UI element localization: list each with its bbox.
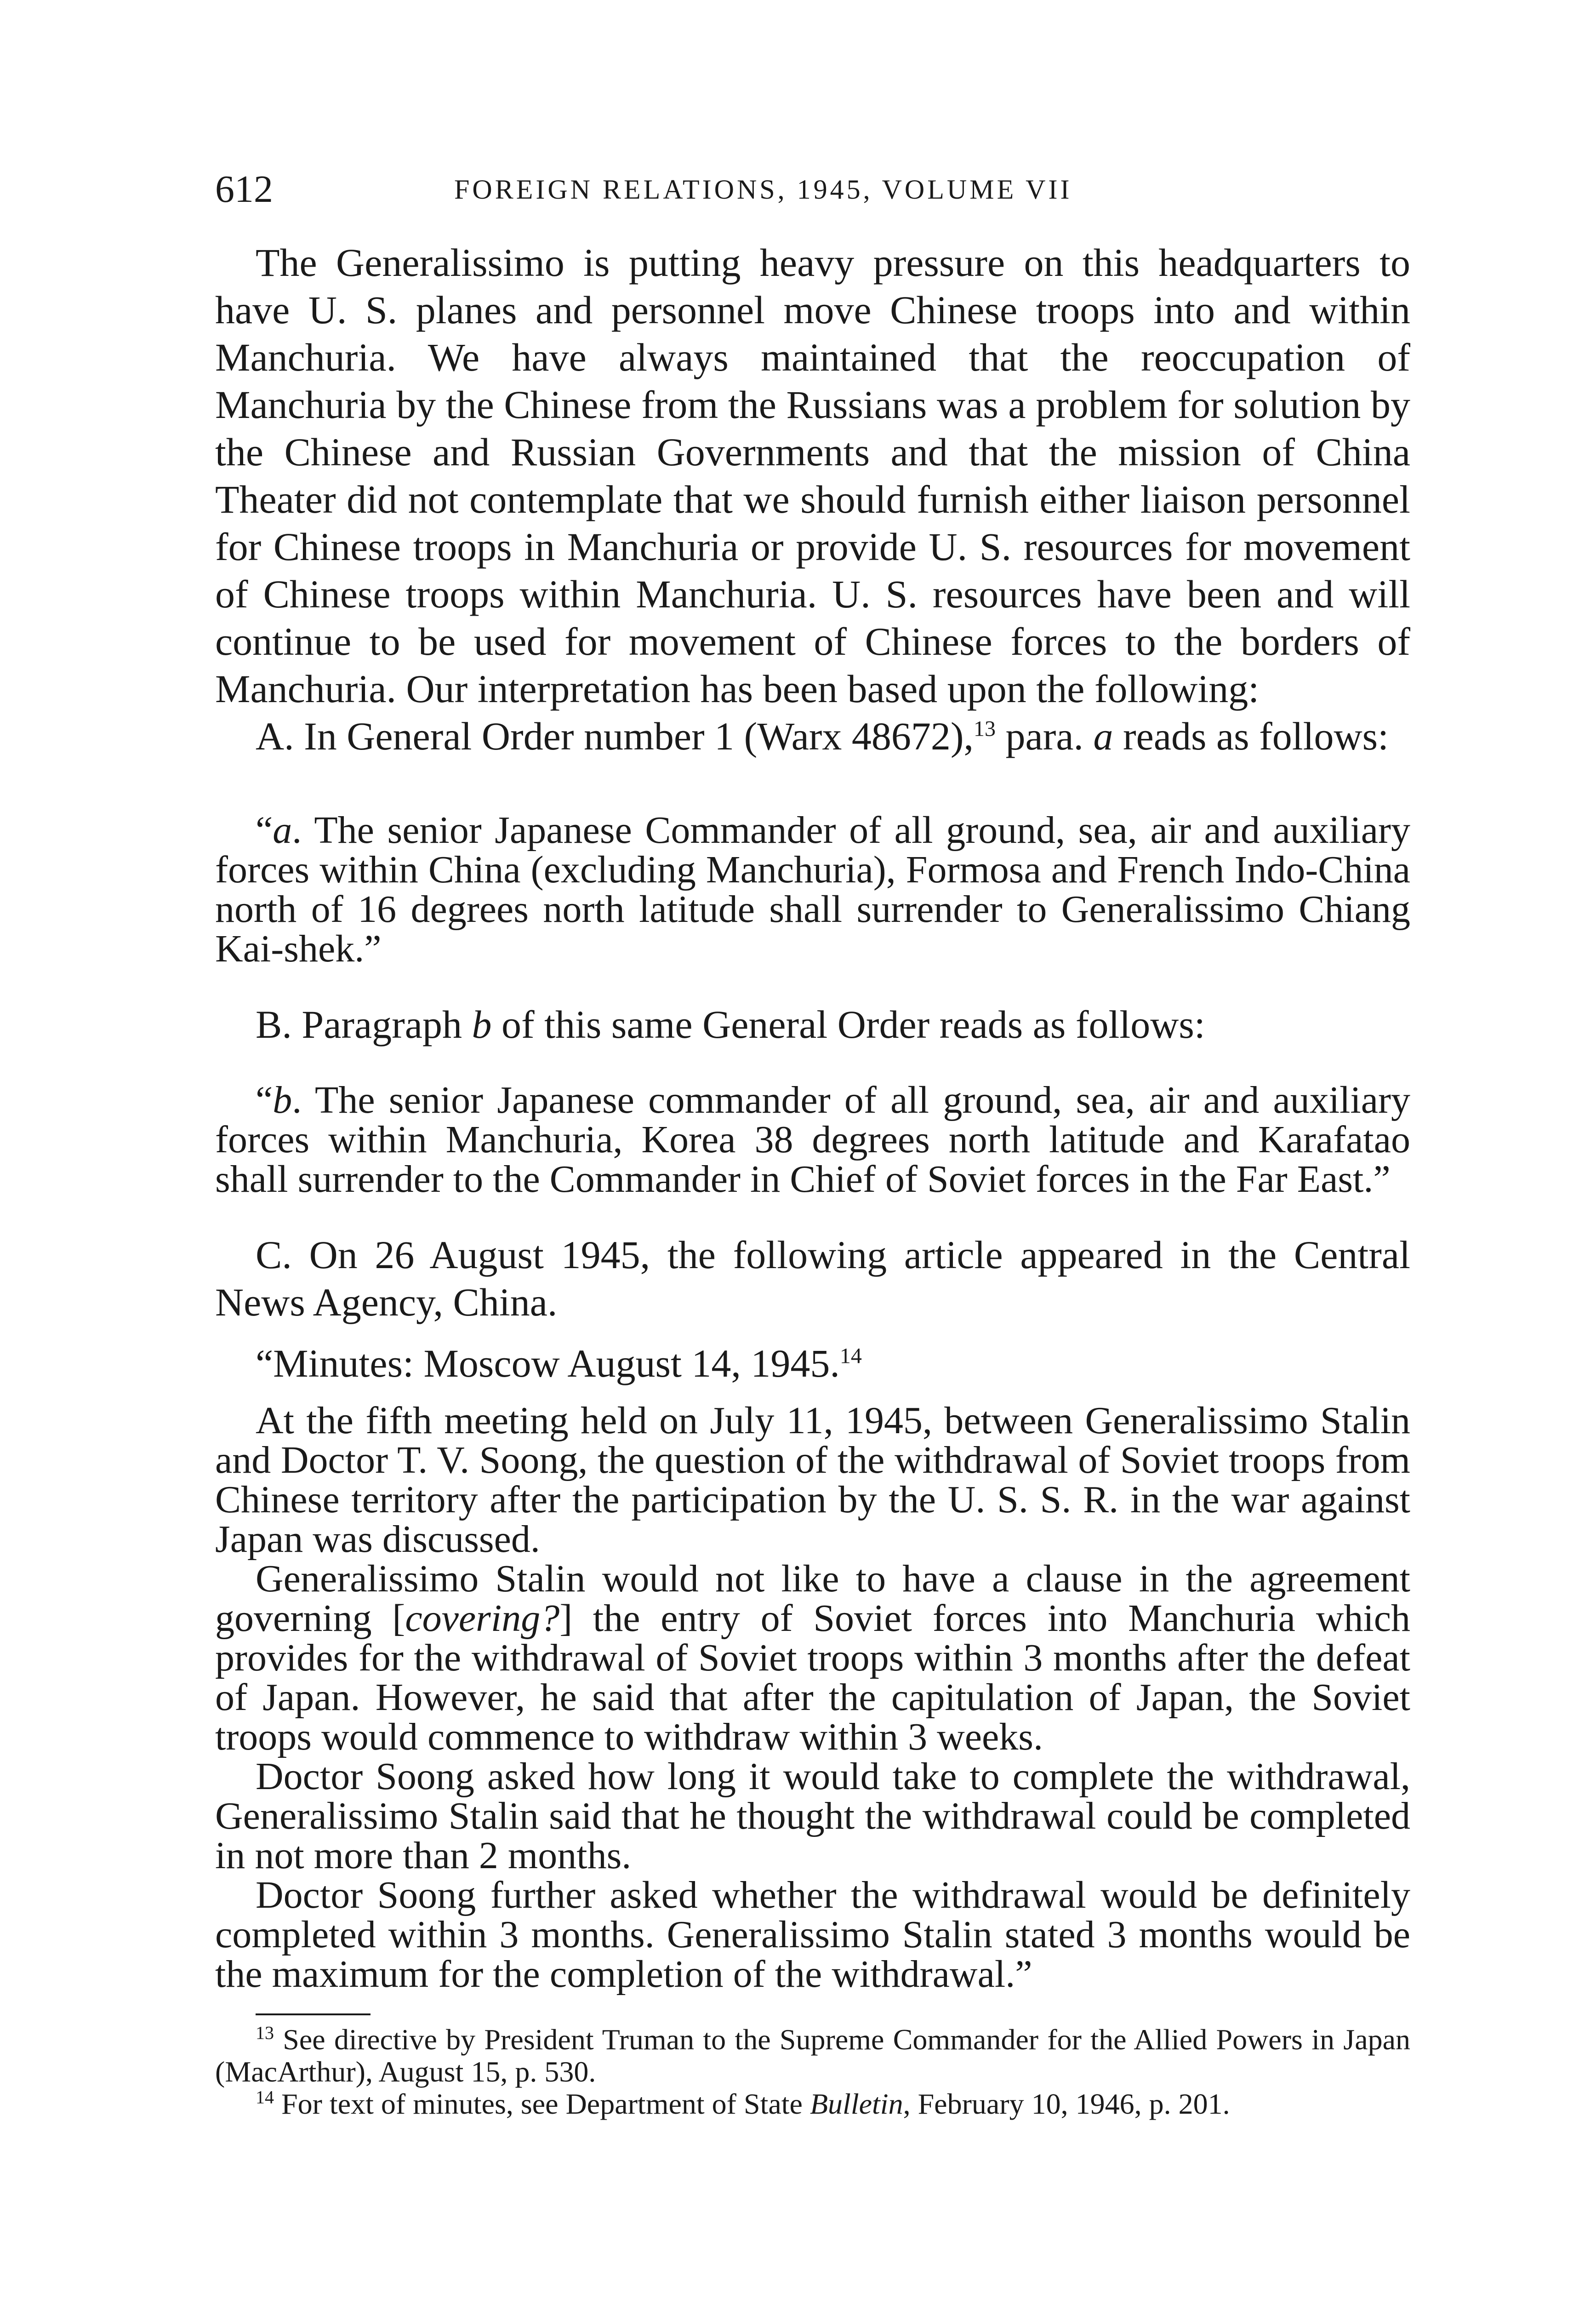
paragraph-intro: The Generalissimo is putting heavy pressure on this headquarters to have U. S. planes and personnel move Chinese troops into and within Manchuria. We have always maintained that the reoccupation of Manchuria by the Chinese from the Russians was a problem for solution by the Chinese and Russian Governments and that the mission of China Theater did not contemplate that we should furnish either liaison personnel for Chinese troops in Manchuria or provide U. S. resources for movement of Chinese troops within Manchuria. U. S. resources have been and will continue to be used for movement of Chinese forces to the borders of Manchuria. Our interpretation has been based upon the following:	[215, 240, 1410, 711]
minutes-paragraph-2-text-2: ] the entry of Soviet forces into Manchuria which provides for the withdrawal of Soviet troops within 3 months after the defeat of Japan. However, he said that after the capitulation of Japan, the Soviet troops would commence to withdraw within 3 weeks.	[215, 1597, 1410, 1758]
footnote-14-text: For text of minutes, see Department of State	[274, 2087, 810, 2120]
minutes-paragraph-2-text: Generalissimo Stalin would not like to have a clause in the agreement governing [	[215, 1557, 1410, 1640]
minutes-paragraph-3: Doctor Soong asked how long it would take to complete the withdrawal, Generalissimo Stalin said that he thought the withdrawal could be completed in not more than 2 months.	[215, 1755, 1410, 1877]
quote-b-text: . The senior Japanese commander of all ground, sea, air and auxiliary forces within Manchuria, Korea 38 degrees north latitude and Karafatao shall surrender to the Commander in Chief of Soviet forces in the Far East.”	[215, 1079, 1410, 1201]
page-number: 612	[215, 168, 273, 211]
footnote-14-mark: 14	[256, 2087, 274, 2108]
footnote-14-text-2: , February 10, 1946, p. 201.	[903, 2087, 1230, 2120]
paragraph-a-intro	[215, 713, 1410, 760]
minutes-title-text: “Minutes: Moscow August 14, 1945.	[256, 1341, 840, 1385]
footnote-13-mark: 13	[256, 2022, 274, 2043]
paragraph-a-text-3: reads as follows:	[1113, 714, 1389, 758]
quote-a	[215, 811, 1410, 969]
paragraph-a-text-2: para.	[996, 714, 1094, 758]
paragraph-a-letter: a	[1093, 714, 1113, 758]
paragraph-b-letter: b	[472, 1002, 492, 1047]
footnote-13	[215, 2024, 1410, 2088]
footnote-ref-14: 14	[839, 1344, 862, 1368]
paragraph-a-text: A. In General Order number 1 (Warx 48672),	[256, 714, 974, 758]
quote-b	[215, 1081, 1410, 1199]
page-header	[215, 162, 1410, 217]
quote-b-letter: b	[273, 1079, 292, 1121]
minutes-paragraph-2-italic: covering?	[405, 1597, 560, 1640]
minutes-paragraph-1: At the fifth meeting held on July 11, 1945, between Generalissimo Stalin and Doctor T. V. Soong, the question of the withdrawal of Soviet troops from Chinese territory after the participation by the U. S. S. R. in the war against Japan was discussed.	[215, 1399, 1410, 1561]
minutes-title	[215, 1340, 1410, 1387]
footnote-divider	[256, 2013, 370, 2015]
page-body	[215, 239, 1410, 2120]
paragraph-b-text: B. Paragraph	[256, 1002, 472, 1047]
quote-a-letter: a	[273, 809, 292, 852]
minutes-paragraph-2	[215, 1559, 1410, 1757]
running-head: FOREIGN RELATIONS, 1945, VOLUME VII	[454, 174, 1072, 205]
footnote-14-italic: Bulletin	[809, 2087, 903, 2120]
footnote-ref-13: 13	[974, 716, 996, 741]
quote-a-text: . The senior Japanese Commander of all ground, sea, air and auxiliary forces within China (excluding Manchuria), Formosa and French Indo-China north of 16 degrees north latitude shall surrender to Generalissimo Chiang Kai-shek.”	[215, 809, 1410, 970]
paragraph-b-intro	[215, 1001, 1410, 1048]
footnote-13-text: See directive by President Truman to the Supreme Commander for the Allied Powers in Japan (MacArthur), August 15, p. 530.	[215, 2023, 1410, 2088]
quote-b-open: “	[256, 1079, 273, 1121]
quote-a-open: “	[256, 809, 273, 852]
minutes-paragraph-4: Doctor Soong further asked whether the withdrawal would be definitely completed within 3 months. Generalissimo Stalin stated 3 months would be the maximum for the completion of the withdrawal.”	[215, 1874, 1410, 1996]
paragraph-b-text-2: of this same General Order reads as follows:	[491, 1002, 1205, 1047]
footnote-14	[215, 2088, 1410, 2120]
paragraph-c-intro: C. On 26 August 1945, the following article appeared in the Central News Agency, China.	[215, 1233, 1410, 1324]
